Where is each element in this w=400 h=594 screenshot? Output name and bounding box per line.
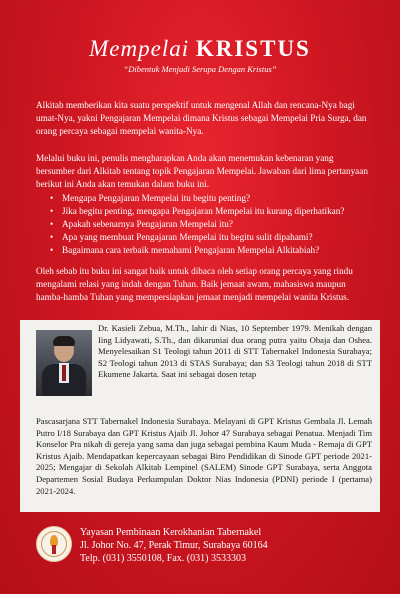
list-item: • Apa yang membuat Pengajaran Mempelai itu begitu sulit dipahami?	[50, 232, 313, 242]
publisher-address: Jl. Johor No. 47, Perak Timur, Surabaya 60164	[80, 540, 268, 551]
author-bio-bottom: Pascasarjana STT Tabernakel Indonesia Surabaya. Melayani di GPT Kristus Gembala Jl. Lemah Putro I/18 Surabaya dan GPT Kristus Ajaib Jl. Johor 47 Surabaya sebagai Penatua. Menjadi Tim Konselor Pra nikah di gereja yang sama dan juga sebagai pembina Kaum Muda - Remaja di GPT Kristus Ajaib. Mendapatkan kepercayaan sebagai Biro Pendidikan di Sinode GPT periode 2021-2025; Mengajar di Sekolah Alkitab Lempinel (SALEM) Sinode GPT Surabaya, serta Anggota Departemen Sosial Budaya Perkumpulan Doktor Nias Indonesia (PDNI) periode I (pertama) 2021-2024.	[36, 416, 372, 496]
publisher-logo-icon	[36, 526, 72, 562]
publisher-phone: Telp. (031) 3550108, Fax. (031) 3533303	[80, 553, 246, 564]
intro-paragraph-2: Melalui buku ini, penulis mengharapkan Anda akan menemukan kebenaran yang bersumber dari Alkitab tentang topik Pengajaran Mempelai. Jawaban dari lima pertanyaan berikut ini Anda akan temukan dalam buku ini.	[36, 153, 368, 189]
list-item: • Apakah sebenarnya Pengajaran Mempelai itu?	[50, 219, 233, 229]
book-subtitle: “Dibentuk Menjadi Serupa Dengan Kristus”	[123, 64, 277, 74]
title-script: Mempelai	[89, 36, 190, 61]
list-item: • Mengapa Pengajaran Mempelai itu begitu penting?	[50, 193, 251, 203]
intro-paragraph-3: Oleh sebab itu buku ini sangat baik untuk dibaca oleh setiap orang percaya yang rindu mengalami relasi yang indah dengan Tuhan. Baik jemaat awam, mahasiswa maupun hamba-hamba Tuhan yang mempersiapkan jemaat menjadi mempelai wanita Kristus.	[36, 266, 353, 302]
title-block	[0, 36, 400, 74]
list-item: • Bagaimana cara terbaik memahami Pengajaran Mempelai Alkitabiah?	[50, 245, 320, 255]
intro-paragraph-1: Alkitab memberikan kita suatu perspektif untuk mengenal Allah dan rencana-Nya bagi umat-Nya, yakni Pengajaran Mempelai dimana Kristus sebagai Mempelai Pria Surga, dan orang percaya sebagai mempelai wanita-Nya.	[36, 100, 367, 136]
bullet-icon: •	[50, 232, 54, 242]
bullet-icon: •	[50, 193, 54, 203]
list-item: • Jika begitu penting, mengapa Pengajaran Mempelai itu kurang diperhatikan?	[50, 206, 345, 216]
title-bold: KRISTUS	[195, 36, 311, 61]
bullet-icon: •	[50, 245, 54, 255]
bullet-icon: •	[50, 219, 54, 229]
publisher-name: Yayasan Pembinaan Kerokhanian Tabernakel	[80, 527, 262, 538]
question-list	[50, 192, 370, 257]
bullet-icon: •	[50, 206, 54, 216]
publisher-info	[80, 526, 380, 565]
author-photo	[36, 330, 92, 396]
author-bio-top: Dr. Kasieli Zebua, M.Th., lahir di Nias, 10 September 1979. Menikah dengan Iing Lidyawati, S.Th., dan dikaruniai dua orang putra yaitu Obaja dan Oshea. Menyelesaikan S1 Teologi tahun 2011 di STT Tabernakel Indonesia Surabaya; S2 Teologi tahun 2013 di STAS Surabaya; dan S3 Teologi tahun 2018 di STT Ekumene Jakarta. Saat ini sebagai dosen tetap	[98, 323, 372, 380]
book-title	[0, 36, 400, 62]
